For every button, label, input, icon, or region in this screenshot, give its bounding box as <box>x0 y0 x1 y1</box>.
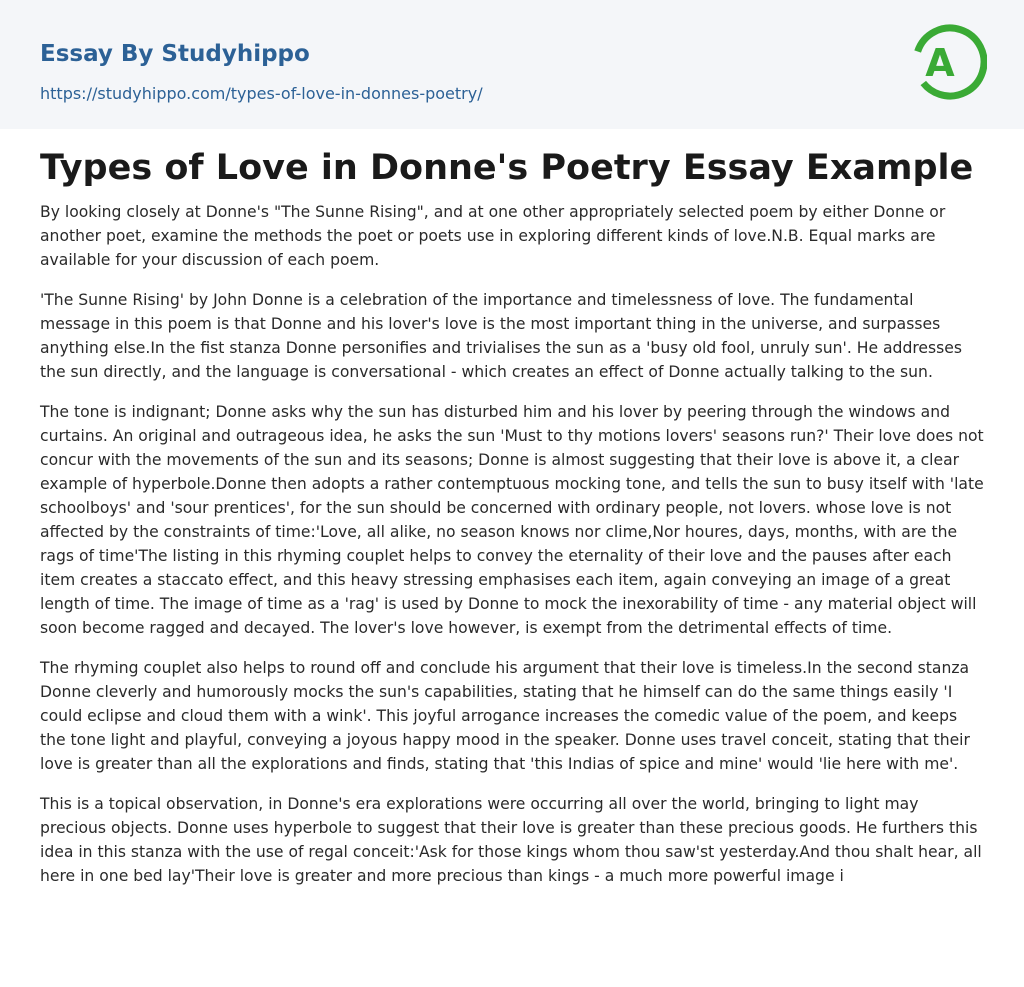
article-url-link[interactable]: https://studyhippo.com/types-of-love-in-donnes-poetry/ <box>40 84 483 103</box>
paragraph: 'The Sunne Rising' by John Donne is a celebration of the importance and timelessness of love. The fundamental message in this poem is that Donne and his lover's love is the most important thing in the universe, and surpasses anything else.In the fist stanza Donne personifies and trivialises the sun as a 'busy old fool, unruly sun'. He addresses the sun directly, and the language is conversational - which creates an effect of Donne actually talking to the sun. <box>40 291 962 381</box>
brand-title[interactable]: Essay By Studyhippo <box>40 41 310 67</box>
paragraph: By looking closely at Donne's "The Sunne Rising", and at one other appropriately selected poem by either Donne or another poet, examine the methods the poet or poets use in exploring different kinds of love.N.B. Equal marks are available for your discussion of each poem. <box>40 203 946 269</box>
logo-letter: A <box>925 41 955 85</box>
studyhippo-logo-icon[interactable] <box>913 19 987 105</box>
page-title: Types of Love in Donne's Poetry Essay Example <box>40 148 974 188</box>
paragraph: This is a topical observation, in Donne's era explorations were occurring all over the world, bringing to light may precious objects. Donne uses hyperbole to suggest that their love is greater than these precious goods. He furthers this idea in this stanza with the use of regal conceit:'Ask for those kings whom thou saw'st yesterday.And thou shalt hear, all here in one bed lay'Their love is greater and more precious than kings - a much more powerful image i <box>40 795 982 885</box>
article-body <box>40 143 986 904</box>
paragraph: The rhyming couplet also helps to round off and conclude his argument that their love is timeless.In the second stanza Donne cleverly and humorously mocks the sun's capabilities, stating that he himself can do the same things easily 'I could eclipse and cloud them with a wink'. This joyful arrogance increases the comedic value of the poem, and keeps the tone light and playful, conveying a joyous happy mood in the speaker. Donne uses travel conceit, stating that their love is greater than all the explorations and finds, stating that 'this Indias of spice and mine' would 'lie here with me'. <box>40 659 970 773</box>
site-header <box>0 0 1024 129</box>
paragraph: The tone is indignant; Donne asks why the sun has disturbed him and his lover by peering through the windows and curtains. An original and outrageous idea, he asks the sun 'Must to thy motions lovers' seasons run?' Their love does not concur with the movements of the sun and its seasons; Donne is almost suggesting that their love is above it, a clear example of hyperbole.Donne then adopts a rather contemptuous mocking tone, and tells the sun to busy itself with 'late schoolboys' and 'sour prentices', for the sun should be concerned with ordinary people, not lovers. whose love is not affected by the constraints of time:'Love, all alike, no season knows nor clime,Nor houres, days, months, with are the rags of time'The listing in this rhyming couplet helps to convey the eternality of their love and the pauses after each item creates a staccato effect, and this heavy stressing emphasises each item, again conveying an image of a great length of time. The image of time as a 'rag' is used by Donne to mock the inexorability of time - any material object will soon become ragged and decayed. The lover's love however, is exempt from the detrimental effects of time. <box>40 403 984 637</box>
